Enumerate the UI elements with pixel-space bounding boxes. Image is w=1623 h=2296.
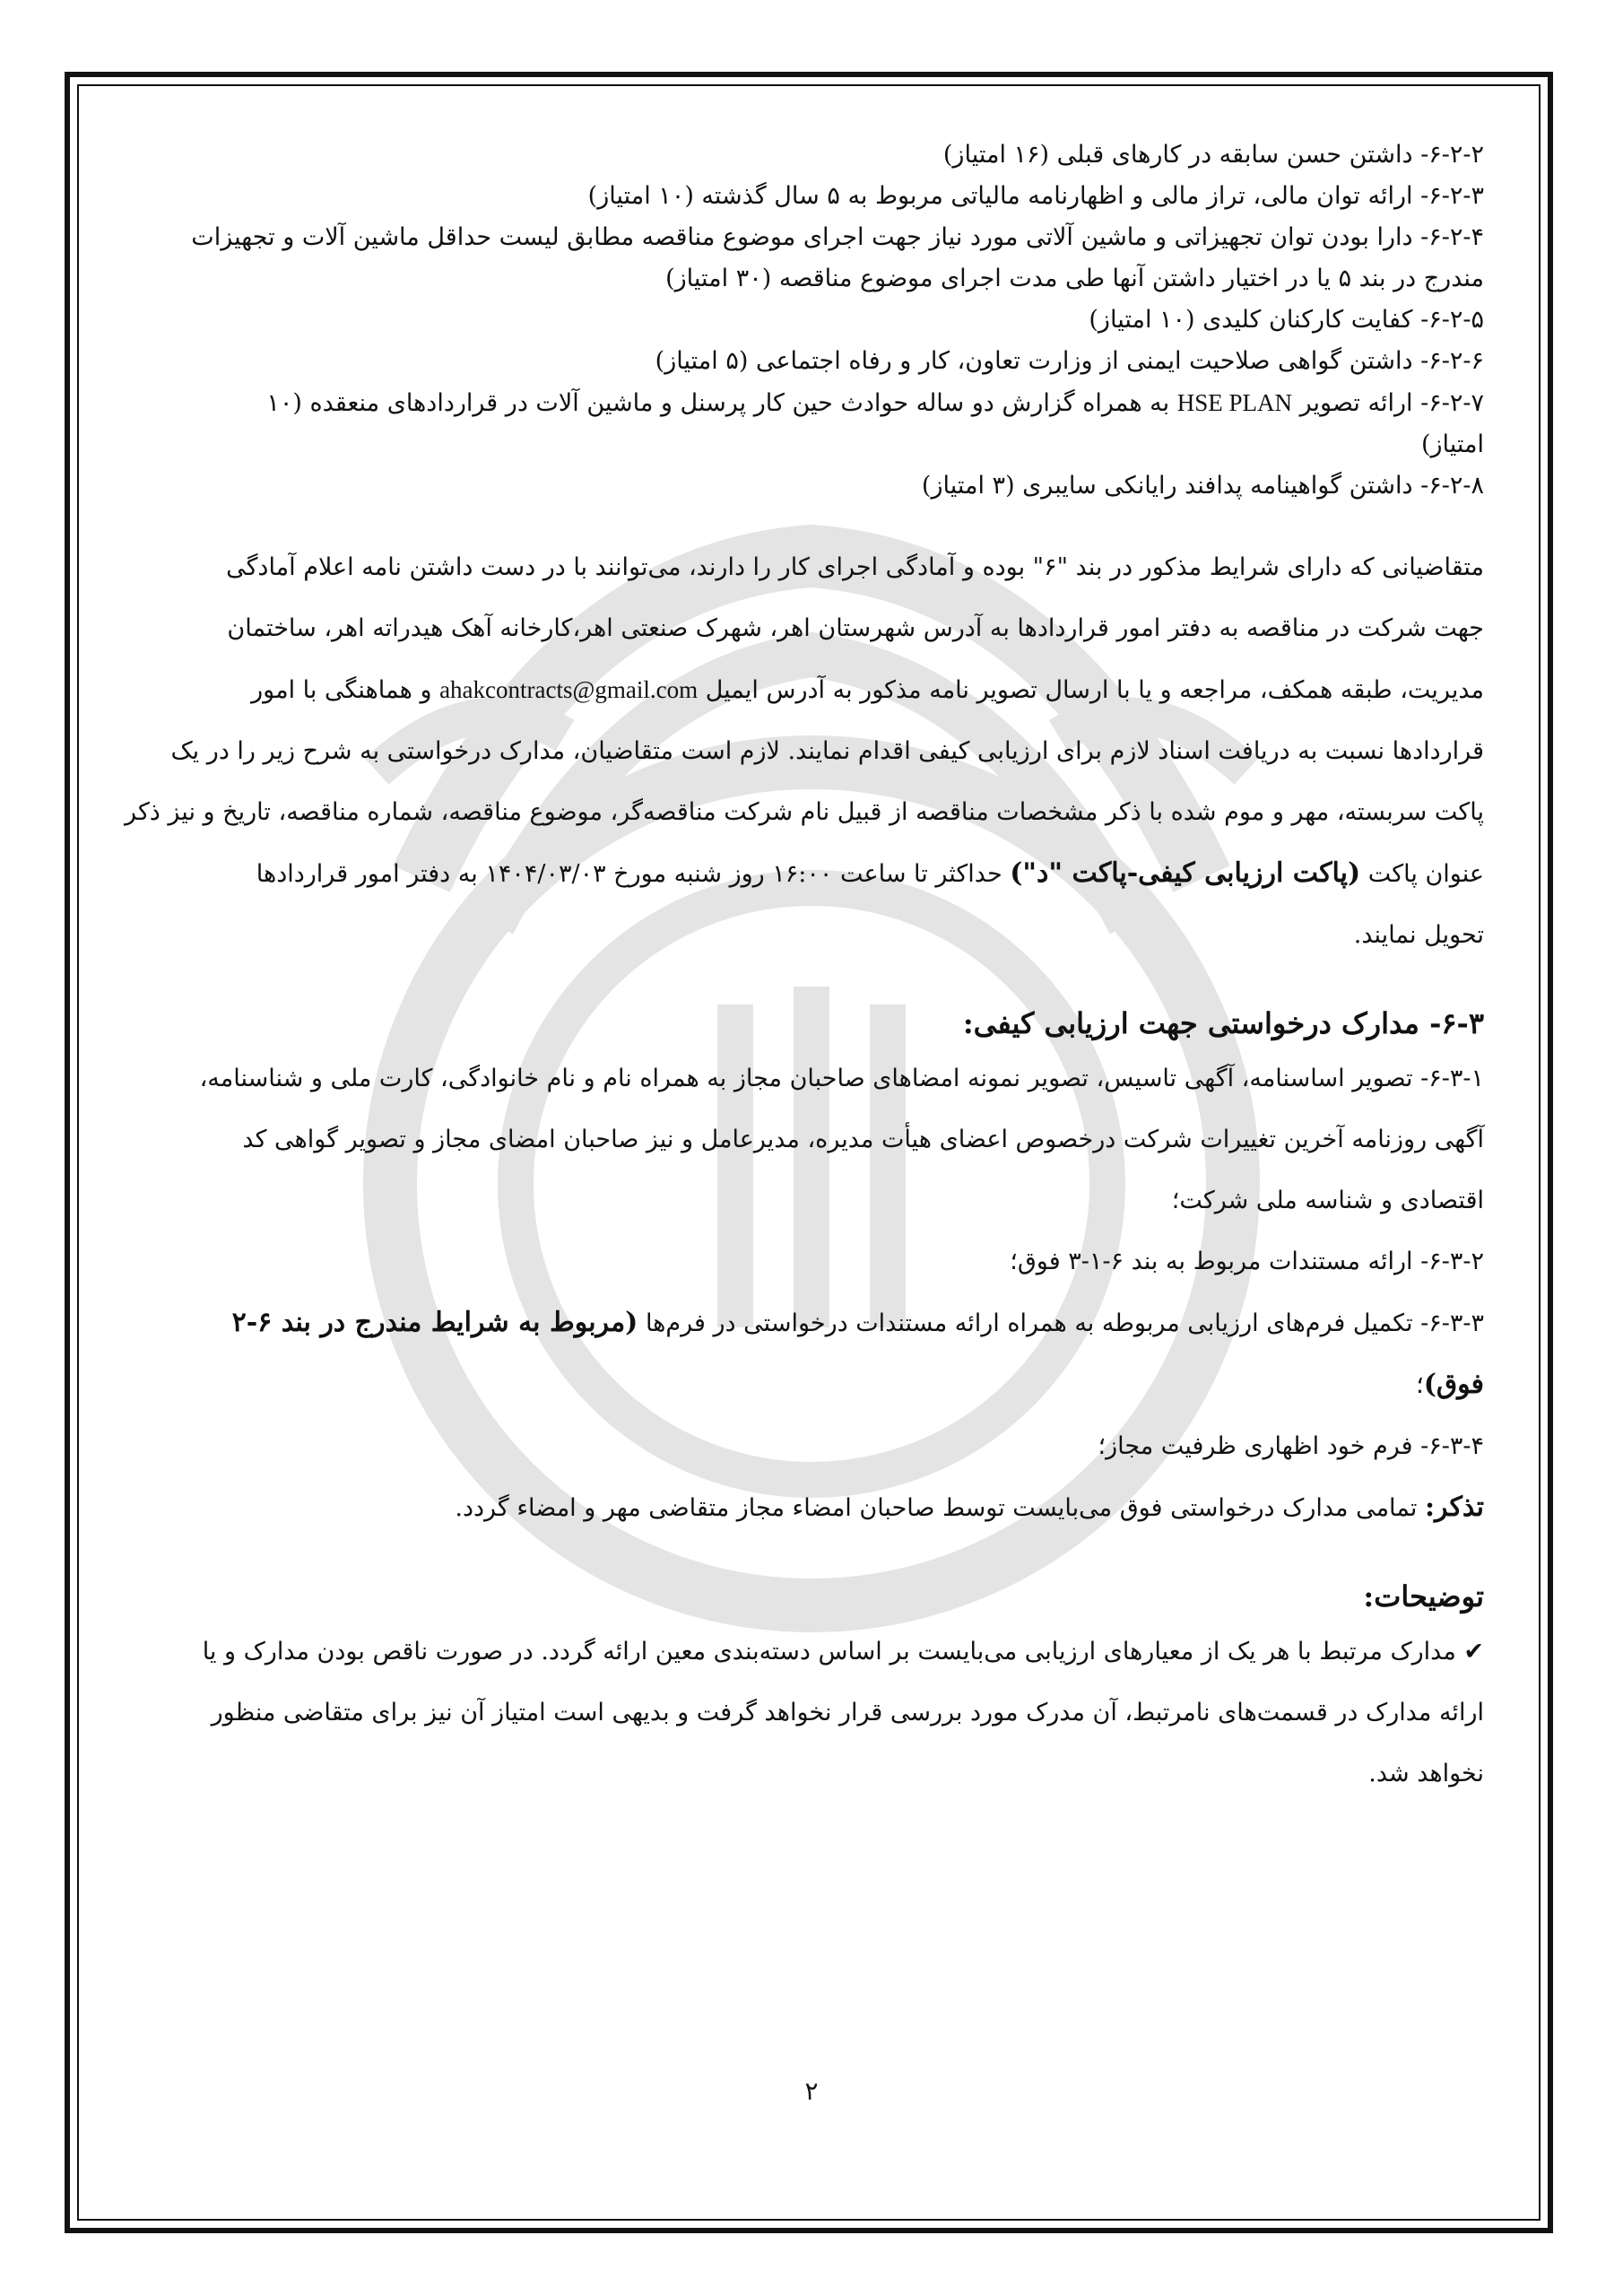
explanation-line-2: ارائه مدارک در قسمت‌های نامرتبط، آن مدرک مورد بررسی قرار نخواهد گرفت و بدیهی است امتیاز آن نیز برای متقاضی منظور (211, 1699, 1484, 1726)
document-6-3-3-pre: ۶-۳-۳- تکمیل فرم‌های ارزیابی مربوطه به همراه ارائه مستندات درخواستی در فرم‌ها (645, 1309, 1484, 1337)
note-text: تمامی مدارک درخواستی فوق می‌بایست توسط صاحبان امضاء مجاز متقاضی مهر و امضاء گردد. (455, 1494, 1418, 1522)
document-6-3-2: ۶-۳-۲- ارائه مستندات مربوط به بند ۶-۱-۳ فوق؛ (1010, 1248, 1484, 1275)
criterion-6-2-5: ۶-۲-۵- کفایت کارکنان کلیدی (۱۰ امتیاز) (1089, 306, 1484, 334)
criterion-6-2-7-post: به همراه گزارش دو ساله حوادث حین کار پرسنل و ماشین آلات در قراردادهای منعقده (۱۰ (266, 389, 1170, 417)
invitation-line-7: تحویل نمایند. (1353, 921, 1484, 949)
checkmark-icon: ✔ (1463, 1638, 1484, 1665)
document-6-3-3-line2 (139, 1354, 1484, 1416)
criterion-6-2-4-line2: مندرج در بند ۵ یا در اختیار داشتن آنها طی مدت اجرای موضوع مناقصه (۳۰ امتیاز) (665, 265, 1484, 292)
document-6-3-3-semicolon: ؛ (1416, 1371, 1424, 1399)
note-label: تذکر: (1424, 1492, 1484, 1523)
invitation-line-3 (139, 659, 1484, 721)
invitation-line-2: جهت شرکت در مناقصه به دفتر امور قراردادها به آدرس شهرستان اهر، شهرک صنعتی اهر،کارخانه آهک هیدراته اهر، ساختمان (227, 614, 1484, 642)
criterion-6-2-7-line1 (139, 382, 1484, 424)
explanations-paragraph (139, 1622, 1484, 1805)
documents-section-title: ۶-۳- مدارک درخواستی جهت ارزیابی کیفی: (962, 1006, 1484, 1040)
criterion-6-2-4-line1: ۶-۲-۴- دارا بودن توان تجهیزاتی و ماشین آلاتی مورد نیاز جهت اجرای موضوع مناقصه مطابق لیست حداقل ماشین آلات و تجهیزات (191, 223, 1484, 251)
explanation-line-1 (139, 1622, 1484, 1683)
hse-plan-label: HSE PLAN (1176, 389, 1293, 416)
invitation-line-5: پاکت سربسته، مهر و موم شده با ذکر مشخصات مناقصه از قبیل نام شرکت مناقصه‌گر، موضوع مناقصه، شماره مناقصه، تاریخ و نیز ذکر (125, 798, 1484, 826)
criterion-6-2-8: ۶-۲-۸- داشتن گواهینامه پدافند رایانکی سایبری (۳ امتیاز) (921, 472, 1484, 500)
page-number: ۲ (804, 2076, 819, 2106)
invitation-line-3-pre: مدیریت، طبقه همکف، مراجعه و یا با ارسال تصویر نامه مذکور به آدرس ایمیل (705, 676, 1484, 704)
note-line (139, 1477, 1484, 1539)
document-6-3-1-line1: ۶-۳-۱- تصویر اساسنامه، آگهی تاسیس، تصویر نمونه امضاهای صاحبان مجاز به همراه نام و نام خانوادگی، کارت ملی و شناسنامه، (199, 1065, 1484, 1092)
invitation-line-4: قراردادها نسبت به دریافت اسناد لازم برای ارزیابی کیفی اقدام نمایند. لازم است متقاضیان، مدارک درخواستی به شرح زیر را در یک (170, 737, 1484, 765)
invitation-line-6-pre: عنوان پاکت (1367, 860, 1484, 888)
document-6-3-1-line3: اقتصادی و شناسه ملی شرکت؛ (1171, 1187, 1484, 1214)
criterion-6-2-2: ۶-۲-۲- داشتن حسن سابقه در کارهای قبلی (۱۶ امتیاز) (942, 141, 1484, 169)
invitation-line-3-post: و هماهنگی با امور (251, 676, 432, 704)
document-6-3-1-line2: آگهی روزنامه آخرین تغییرات شرکت درخصوص اعضای هیأت مدیره، مدیرعامل و نیز صاحبان امضای مجاز و تصویر گواهی کد (242, 1126, 1484, 1153)
criterion-6-2-6: ۶-۲-۶- داشتن گواهی صلاحیت ایمنی از وزارت تعاون، کار و رفاه اجتماعی (۵ امتیاز) (655, 347, 1484, 375)
invitation-line-6-post: حداکثر تا ساعت ۱۶:۰۰ روز شنبه مورخ ۱۴۰۴/۰۳/۰۳ به دفتر امور قراردادها (256, 860, 1002, 888)
explanation-line-3: نخواهد شد. (1368, 1760, 1484, 1787)
criterion-6-2-7-line2: امتیاز) (1420, 430, 1484, 458)
document-6-3-3-bold: (مربوط به شرایط مندرج در بند ۶-۲ (231, 1307, 638, 1338)
document-6-3-4: ۶-۳-۴- فرم خود اظهاری ظرفیت مجاز؛ (1098, 1432, 1484, 1460)
contact-email[interactable]: ahakcontracts@gmail.com (439, 676, 699, 703)
envelope-title: (پاکت ارزیابی کیفی-پاکت "د") (1010, 857, 1361, 889)
invitation-paragraph (125, 537, 1484, 966)
document-6-3-3-bold-end: فوق) (1423, 1369, 1484, 1400)
explanations-title: توضیحات: (1363, 1579, 1484, 1613)
invitation-line-6 (139, 843, 1484, 905)
invitation-line-1: متقاضیانی که دارای شرایط مذکور در بند "۶" بوده و آمادگی اجرای کار را دارند، می‌توانند با در دست داشتن نامه اعلام آمادگی (226, 553, 1484, 581)
document-body (125, 135, 1484, 1805)
documents-list (139, 1048, 1484, 1539)
criterion-6-2-7-pre: ۶-۲-۷- ارائه تصویر (1299, 389, 1484, 417)
criterion-6-2-3: ۶-۲-۳- ارائه توان مالی، تراز مالی و اظهارنامه مالیاتی مربوط به ۵ سال گذشته (۱۰ امتیاز) (587, 182, 1484, 210)
explanation-line-1-text: مدارک مرتبط با هر یک از معیارهای ارزیابی می‌بایست بر اساس دسته‌بندی معین ارائه گردد. در صورت ناقص بودن مدارک و یا (202, 1638, 1456, 1665)
document-6-3-3-line1 (139, 1292, 1484, 1354)
